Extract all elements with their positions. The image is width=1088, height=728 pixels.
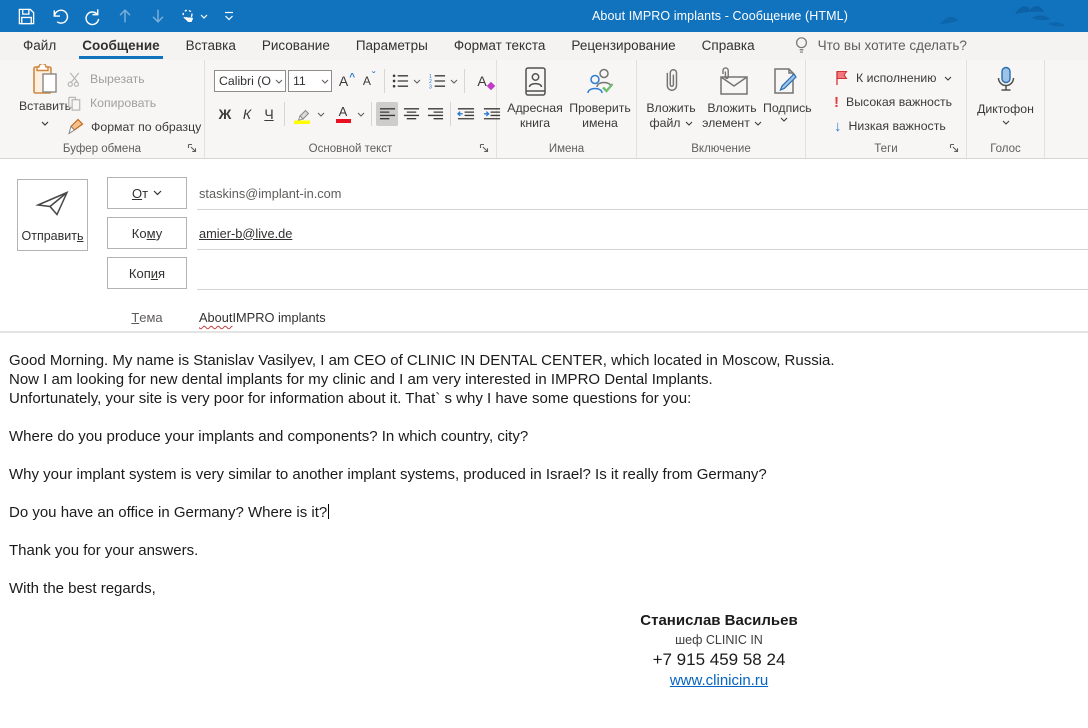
tab-insert[interactable]: Вставка [185, 38, 236, 53]
text-cursor [328, 504, 329, 519]
bold-icon: Ж [218, 106, 232, 122]
touch-mode-icon [179, 7, 198, 26]
signature-label: Подпись [763, 101, 812, 115]
paste-label: Вставить [18, 99, 72, 113]
body-line: Where do you produce your implants and components? In which country, city? [9, 428, 529, 445]
check-names-button[interactable] [567, 66, 633, 131]
tab-message[interactable]: Сообщение [69, 32, 172, 59]
chevron-down-icon [41, 121, 49, 126]
clear-formatting-button[interactable] [471, 69, 493, 93]
font-color-dropdown[interactable] [355, 102, 367, 126]
body-line: Now I am looking for new dental implants for my clinic and I am very interested in IMPRO Dental Implants. [9, 371, 713, 388]
check-names-label-line2: имена [582, 116, 618, 130]
copy-icon [66, 95, 83, 112]
move-up-icon [113, 4, 137, 28]
from-value: staskins@implant-in.com [199, 185, 342, 201]
follow-up-label: К исполнению [856, 71, 937, 85]
body-line-with-caret: Do you have an office in Germany? Where is it? [9, 504, 328, 521]
group-include [637, 60, 812, 158]
underline-icon: Ч [264, 106, 274, 122]
title-bar [0, 0, 1088, 32]
numbering-dropdown[interactable] [448, 69, 460, 93]
window-title: About IMPRO implants - Сообщение (HTML) [592, 9, 848, 23]
flag-icon [834, 70, 849, 86]
high-importance-icon: ! [834, 93, 839, 111]
svg-text:2: 2 [428, 79, 432, 86]
signature-block [529, 611, 909, 691]
chevron-down-icon [153, 190, 162, 196]
cc-row [107, 257, 1088, 291]
subject-value-rest: IMPRO implants [232, 310, 326, 325]
body-line: Good Morning. My name is Stanislav Vasilyev, I am CEO of CLINIC IN DENTAL CENTER, which located in Moscow, Russia. [9, 352, 835, 369]
caret-down-glyph: ˇ [371, 70, 376, 82]
grow-font-button[interactable] [336, 69, 358, 93]
signature-button[interactable] [763, 66, 812, 122]
high-importance-label: Высокая важность [846, 95, 953, 109]
italic-button[interactable] [236, 102, 258, 126]
body-line: Thank you for your answers. [9, 542, 199, 559]
tab-format-text[interactable]: Формат текста [453, 38, 546, 53]
font-size-value: 11 [293, 74, 306, 88]
group-basic-text [205, 60, 497, 158]
copy-button [66, 91, 201, 115]
subject-field[interactable] [197, 301, 1088, 334]
high-importance-button[interactable] [834, 90, 966, 114]
font-size-combobox[interactable] [288, 70, 332, 92]
font-color-icon: А [336, 105, 351, 123]
to-field[interactable] [197, 217, 1088, 250]
tab-draw[interactable]: Рисование [261, 38, 330, 53]
send-label: Отправить [21, 229, 84, 243]
follow-up-button[interactable] [834, 66, 966, 90]
signature-phone: +7 915 459 58 24 [652, 650, 786, 669]
subject-value-misspelled: About [199, 310, 233, 325]
shrink-font-button[interactable] [358, 69, 380, 93]
align-right-button[interactable] [424, 102, 446, 126]
send-button[interactable] [17, 179, 88, 251]
copy-label: Копировать [90, 96, 157, 110]
scissors-icon [66, 71, 83, 88]
send-plane-icon [35, 190, 71, 217]
body-line: With the best regards, [9, 580, 156, 597]
move-down-icon [146, 4, 170, 28]
quick-access-toolbar [0, 4, 241, 28]
check-names-label-line1: Проверить [569, 101, 631, 115]
redo-icon[interactable] [80, 4, 104, 28]
to-button[interactable] [107, 217, 187, 249]
cut-label: Вырезать [90, 72, 145, 86]
subject-row [107, 301, 1088, 335]
format-painter-icon [66, 118, 84, 136]
cc-button[interactable] [107, 257, 187, 289]
attach-item-label-line2: элемент [702, 116, 750, 130]
chevron-down-icon [200, 14, 208, 19]
caret-up-glyph: ^ [349, 71, 356, 83]
bullets-dropdown[interactable] [411, 69, 423, 93]
grow-font-icon: А [338, 73, 349, 89]
touch-mouse-mode-button[interactable] [179, 7, 208, 26]
group-tags [806, 60, 967, 158]
svg-text:1: 1 [428, 73, 432, 80]
tab-options[interactable]: Параметры [355, 38, 428, 53]
body-line: Unfortunately, your site is very poor for information about it. That` s why I have some questions for you: [9, 390, 692, 407]
low-importance-label: Низкая важность [848, 119, 946, 133]
group-label-voice: Голос [990, 143, 1021, 155]
numbering-button[interactable] [426, 69, 448, 93]
dialog-launcher-icon[interactable] [187, 143, 197, 153]
to-row [107, 217, 1088, 251]
message-body-editor[interactable] [0, 333, 1088, 691]
tab-help[interactable]: Справка [701, 38, 755, 53]
dialog-launcher-icon[interactable] [949, 143, 959, 153]
group-label-names: Имена [548, 143, 585, 155]
signature-name: Станислав Васильев [640, 612, 798, 629]
save-icon[interactable] [14, 4, 38, 28]
format-painter-label: Формат по образцу [91, 120, 202, 134]
undo-icon[interactable] [47, 4, 71, 28]
cc-label: Копия [128, 265, 166, 281]
font-color-button[interactable] [331, 102, 355, 126]
decrease-indent-button[interactable] [455, 102, 477, 126]
lightbulb-icon [794, 36, 809, 55]
low-importance-button[interactable] [834, 114, 966, 138]
dialog-launcher-icon[interactable] [479, 143, 489, 153]
cut-button [66, 67, 201, 91]
group-label-include: Включение [691, 143, 751, 155]
to-recipient[interactable]: amier-b@live.de [199, 225, 293, 241]
group-clipboard [0, 60, 205, 158]
dictate-button[interactable] [967, 66, 1044, 125]
align-left-button[interactable] [376, 102, 398, 126]
bird-decoration [920, 2, 1070, 32]
shrink-font-icon: А [362, 74, 371, 88]
message-header [0, 159, 1088, 333]
address-book-label-line2: книга [519, 116, 551, 130]
svg-text:3: 3 [428, 84, 432, 89]
group-label-basic-text: Основной текст [308, 143, 393, 155]
ribbon [0, 60, 1088, 159]
signature-role: шеф CLINIC IN [675, 633, 763, 647]
address-book-label-line1: Адресная [507, 101, 563, 115]
group-label-tags: Теги [874, 143, 898, 155]
attach-file-label-line1: Вложить [646, 101, 696, 115]
low-importance-icon: ↓ [834, 117, 842, 135]
bullets-button[interactable] [389, 69, 411, 93]
align-center-button[interactable] [400, 102, 422, 126]
address-book-button[interactable] [503, 66, 567, 131]
tab-review[interactable]: Рецензирование [571, 38, 676, 53]
group-names [497, 60, 637, 158]
subject-label: Т ема [131, 309, 163, 325]
clipboard-small-buttons [66, 67, 201, 139]
highlight-dropdown[interactable] [315, 102, 327, 126]
customize-quick-access-icon[interactable] [217, 4, 241, 28]
attach-file-label-line2: файл [649, 116, 681, 130]
clear-formatting-icon: A [477, 73, 486, 89]
attach-item-button[interactable] [699, 66, 765, 131]
from-field[interactable] [197, 177, 1088, 210]
from-row [107, 177, 1088, 211]
bold-button[interactable] [214, 102, 236, 126]
underline-button[interactable] [258, 102, 280, 126]
attach-file-button[interactable] [643, 66, 699, 131]
font-name-combobox[interactable] [214, 70, 286, 92]
tell-me-box[interactable] [794, 32, 967, 59]
to-label: Кому [131, 225, 163, 241]
highlight-button[interactable] [289, 102, 315, 126]
group-voice [967, 60, 1045, 158]
cc-field[interactable] [197, 257, 1088, 290]
tell-me-label: Что вы хотите сделать? [817, 38, 967, 53]
attach-item-label-line1: Вложить [707, 101, 757, 115]
ribbon-tab-bar [0, 32, 1088, 60]
tab-file[interactable]: Файл [23, 38, 57, 53]
signature-website-link[interactable]: www.clinicin.ru [669, 672, 769, 689]
dictate-label: Диктофон [977, 102, 1034, 116]
from-label: От [131, 185, 149, 201]
format-painter-button[interactable] [66, 115, 201, 139]
body-line: Why your implant system is very similar to another implant systems, produced in Israel? Is it really from Germany? [9, 466, 767, 483]
font-name-value: Calibri (О [219, 74, 271, 88]
group-label-clipboard: Буфер обмена [62, 143, 142, 155]
from-button[interactable] [107, 177, 187, 209]
italic-icon: К [242, 106, 252, 122]
